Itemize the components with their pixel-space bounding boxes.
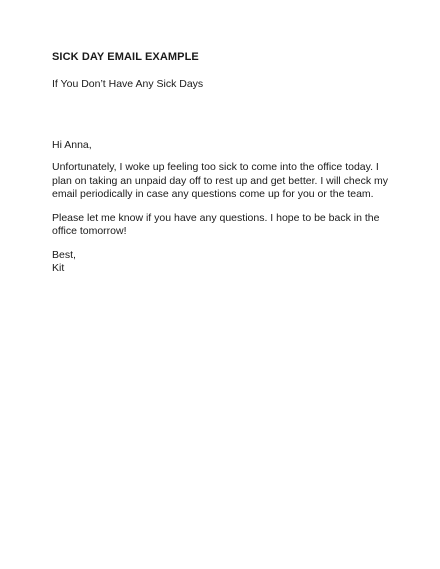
email-closing <box>52 249 392 276</box>
email-paragraph-1 <box>52 161 392 202</box>
email-signoff: Best, <box>52 248 76 261</box>
paragraph-1-line: email periodically in case any questions come up for you or the team. <box>52 188 374 200</box>
email-greeting: Hi Anna, <box>52 139 92 151</box>
document-page <box>52 49 392 276</box>
email-paragraph-2 <box>52 212 392 239</box>
paragraph-1-line: plan on taking an unpaid day off to rest up and get better. I will check my <box>52 174 389 187</box>
email-signature: Kit <box>52 262 65 274</box>
document-title: SICK DAY EMAIL EXAMPLE <box>52 51 199 63</box>
paragraph-2-line: office tomorrow! <box>52 225 127 237</box>
paragraph-2-line: Please let me know if you have any questions. I hope to be back in the <box>52 211 380 224</box>
document-subtitle: If You Don’t Have Any Sick Days <box>52 78 204 90</box>
paragraph-1-line: Unfortunately, I woke up feeling too sick to come into the office today. I <box>52 161 379 173</box>
